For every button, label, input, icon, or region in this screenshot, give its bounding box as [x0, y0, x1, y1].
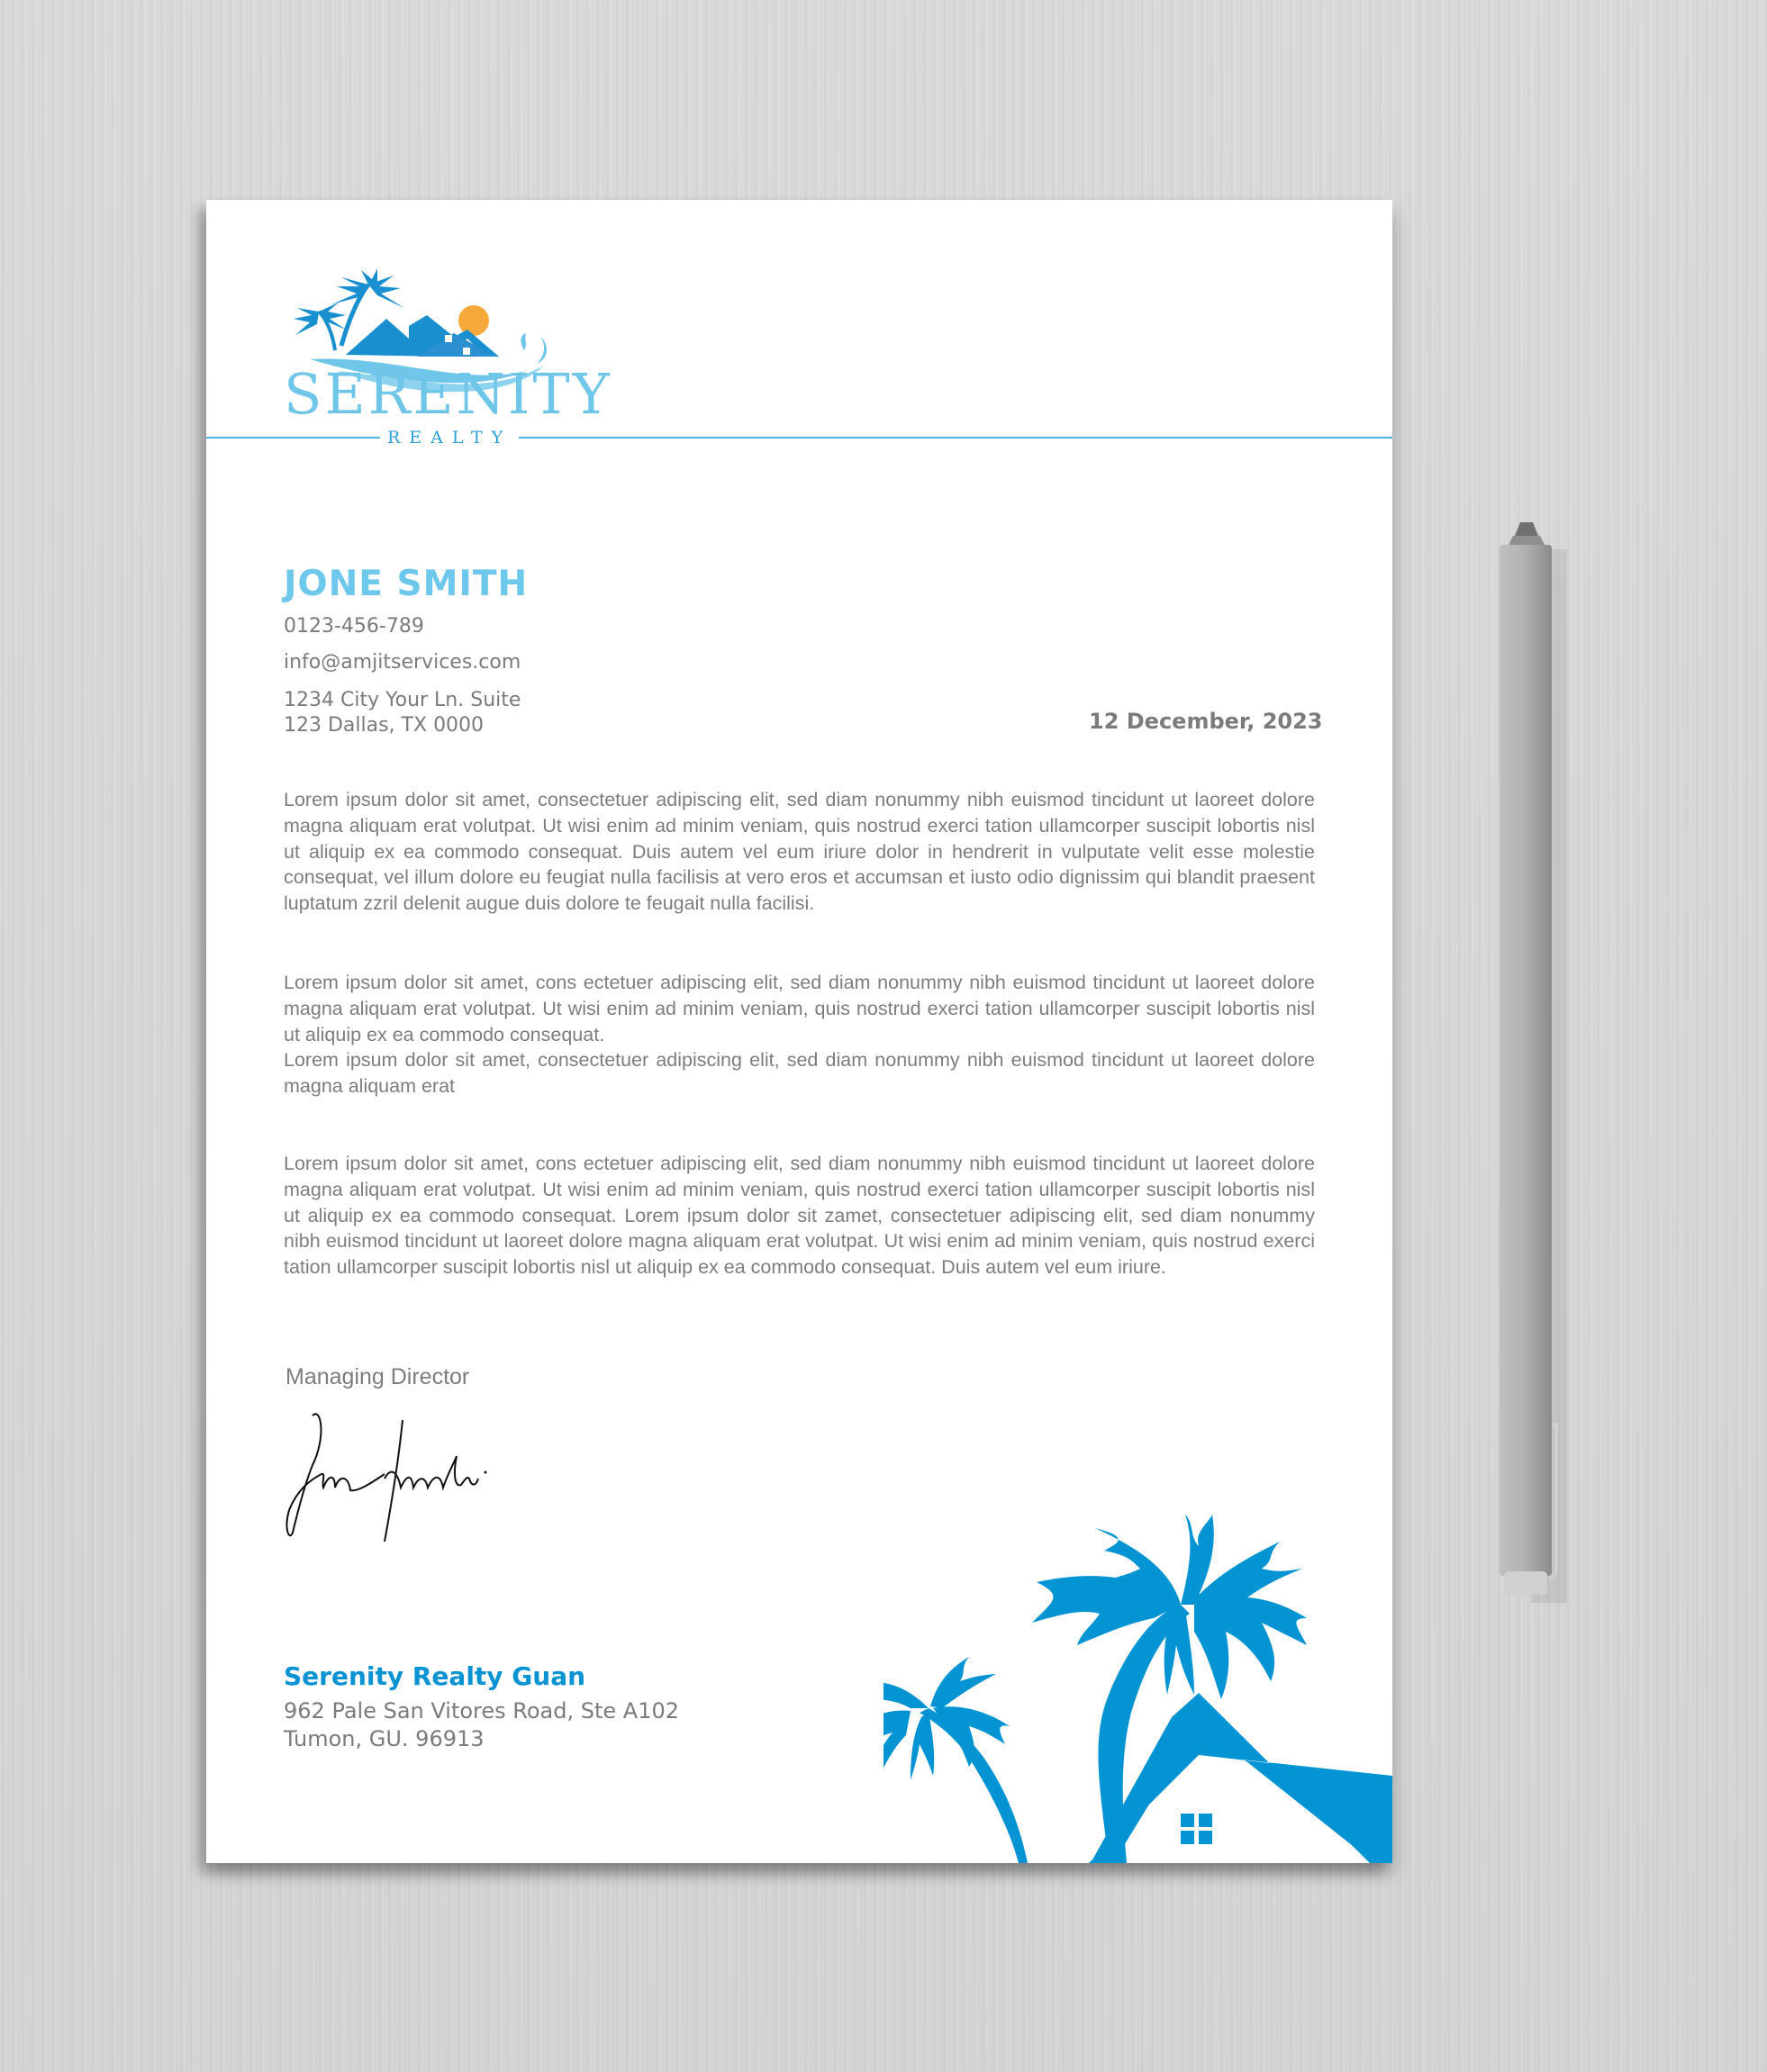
- pen-icon: [1477, 522, 1576, 1603]
- body-paragraph-2a: Lorem ipsum dolor sit amet, cons ectetuer adipiscing elit, sed diam nonummy nibh euismod tincidunt ut laoreet dolore magna aliquam erat volutpat. Ut wisi enim ad minim veniam, quis nostrud exerci tation ullamcorper suscipit lobortis nisl ut aliquip ex ea commodo consequat.: [284, 972, 1315, 1045]
- letter-date: 12 December, 2023: [1089, 709, 1323, 734]
- footer-address-line2: Tumon, GU. 96913: [284, 1726, 485, 1751]
- body-paragraph-2b: Lorem ipsum dolor sit amet, consectetuer adipiscing elit, sed diam nonummy nibh euismod tincidunt ut laoreet dolore magna aliquam erat: [284, 1049, 1315, 1097]
- sender-phone: 0123-456-789: [284, 615, 424, 638]
- logo-wordmark: SERENITY: [284, 361, 612, 427]
- sender-email: info@amjitservices.com: [284, 651, 521, 674]
- sender-name: JONE SMITH: [284, 564, 529, 604]
- signoff-role: Managing Director: [285, 1364, 470, 1389]
- body-paragraph-1: Lorem ipsum dolor sit amet, consectetuer adipiscing elit, sed diam nonummy nibh euismod tincidunt ut laoreet dolore magna aliquam erat volutpat. Ut wisi enim ad minim veniam, quis nostrud exerci tation ullamcorper suscipit lobortis nisl ut aliquip ex ea commodo consequat. Duis autem vel eum iriure dolor in hendrerit in vulputate velit esse molestie consequat, vel illum dolore eu feugiat nulla facilisis at vero eros et accumsan et iusto odio dignissim qui blandit praesent luptatum zzril delenit augue duis dolore te feugait nulla facilisi.: [284, 789, 1315, 915]
- logo-subtitle: REALTY: [380, 430, 519, 447]
- sender-address-line2: 123 Dallas, TX 0000: [284, 714, 485, 737]
- letterhead-page: [206, 200, 1392, 1863]
- footer-address-line1: 962 Pale San Vitores Road, Ste A102: [284, 1698, 680, 1724]
- handwritten-signature-icon: [285, 1411, 502, 1546]
- palm-trees-house-icon: [884, 1488, 1392, 1863]
- footer-company-name: Serenity Realty Guan: [284, 1661, 586, 1691]
- body-paragraph-3: Lorem ipsum dolor sit amet, cons ectetuer adipiscing elit, sed diam nonummy nibh euismod tincidunt ut laoreet dolore magna aliquam erat volutpat. Ut wisi enim ad minim veniam, quis nostrud exerci tation ullamcorper suscipit lobortis nisl ut aliquip ex ea commodo consequat. Lorem ipsum dolor sit zamet, consectetuer adipiscing elit, sed diam nonummy nibh euismod tincidunt ut laoreet dolore magna aliquam erat volutpat. Ut wisi enim ad minim veniam, quis nostrud exerci tation ullamcorper suscipit lobortis nisl ut aliquip ex ea commodo consequat. Duis autem vel eum iriure.: [284, 1153, 1315, 1279]
- sender-address-line1: 1234 City Your Ln. Suite: [284, 689, 521, 711]
